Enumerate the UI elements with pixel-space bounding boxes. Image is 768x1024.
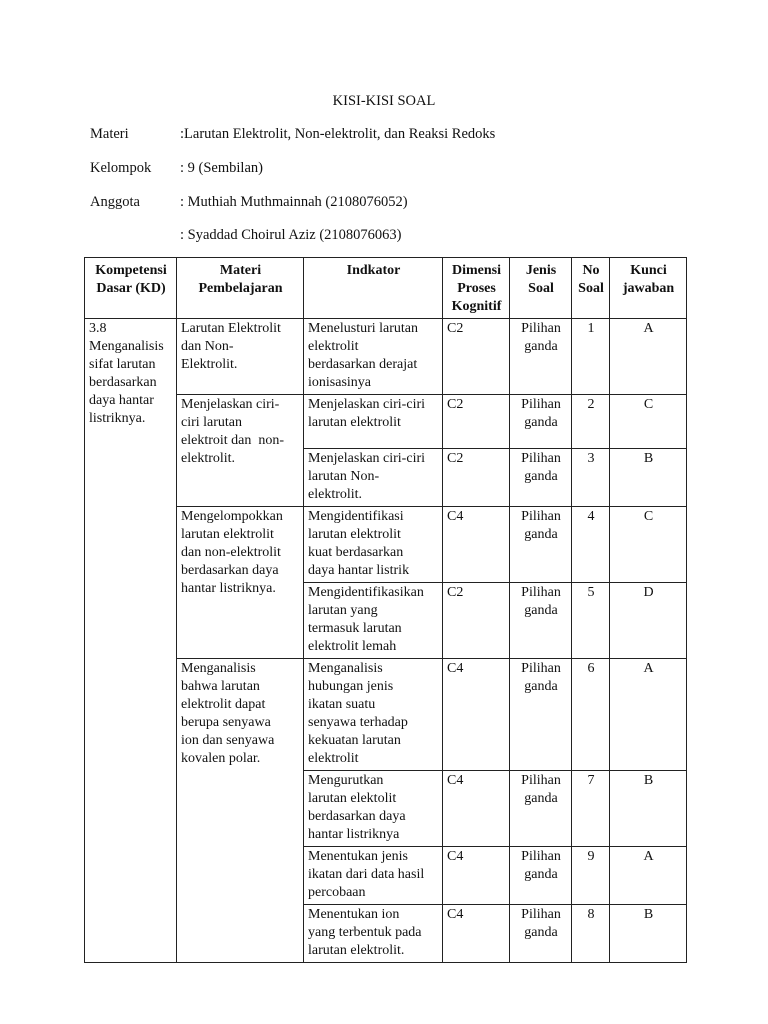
cell-text-line: Menentukan jenis bbox=[308, 849, 408, 864]
cell-text-line: ion dan senyawa bbox=[181, 733, 275, 748]
no-soal-cell: 4 bbox=[572, 507, 610, 583]
cell-text-line: Kunci bbox=[630, 263, 667, 278]
materi-cell bbox=[177, 395, 304, 507]
cell-text-line: larutan Non- bbox=[308, 469, 380, 484]
cell-text-line: Jenis bbox=[525, 263, 557, 278]
meta-value: : Muthiah Muthmainnah (2108076052) bbox=[180, 194, 408, 210]
meta-value: : Syaddad Choirul Aziz (2108076063) bbox=[180, 227, 402, 243]
cell-text-line: Pilihan bbox=[521, 907, 561, 922]
cell-text-line: percobaan bbox=[308, 885, 366, 900]
cell-text-line: Mengidentifikasi bbox=[308, 509, 404, 524]
cell-text-line: Menjelaskan ciri-ciri bbox=[308, 451, 426, 466]
dimensi-cell: C2 bbox=[443, 395, 510, 449]
kunci-jawaban-cell: C bbox=[610, 395, 687, 449]
cell-text-line: Pembelajaran bbox=[198, 281, 283, 296]
jenis-soal-cell bbox=[510, 771, 572, 847]
indikator-cell bbox=[304, 583, 443, 659]
cell-text-line: berdasarkan daya bbox=[181, 563, 279, 578]
kunci-jawaban-cell: C bbox=[610, 507, 687, 583]
cell-text-line: 3.8 bbox=[89, 321, 107, 336]
no-soal-cell: 2 bbox=[572, 395, 610, 449]
cell-text-line: ikatan dari data hasil bbox=[308, 867, 425, 882]
header-indikator bbox=[304, 258, 443, 319]
cell-text-line: Mengidentifikasikan bbox=[308, 585, 424, 600]
cell-text-line: Proses bbox=[457, 281, 496, 296]
materi-cell bbox=[177, 319, 304, 395]
cell-text-line: kuat berdasarkan bbox=[308, 545, 404, 560]
dimensi-cell: C4 bbox=[443, 847, 510, 905]
jenis-soal-cell bbox=[510, 847, 572, 905]
cell-text-line: larutan elektrolit. bbox=[308, 943, 405, 958]
no-soal-cell: 3 bbox=[572, 449, 610, 507]
cell-text-line: Menganalisis bbox=[181, 661, 256, 676]
dimensi-cell: C4 bbox=[443, 659, 510, 771]
cell-text-line: dan non-elektrolit bbox=[181, 545, 281, 560]
indikator-cell bbox=[304, 449, 443, 507]
cell-text-line: berdasarkan bbox=[89, 375, 157, 390]
cell-text-line: termasuk larutan bbox=[308, 621, 402, 636]
cell-text-line: Mengelompokkan bbox=[181, 509, 283, 524]
cell-text-line: Pilihan bbox=[521, 321, 561, 336]
cell-text-line: elektrolit bbox=[308, 339, 359, 354]
cell-text-line: elektroit dan non- bbox=[181, 433, 285, 448]
dimensi-cell: C2 bbox=[443, 319, 510, 395]
indikator-cell bbox=[304, 395, 443, 449]
cell-text-line: Pilihan bbox=[521, 585, 561, 600]
cell-text-line: jawaban bbox=[622, 281, 675, 296]
cell-text-line: Menganalisis bbox=[89, 339, 164, 354]
kisi-kisi-table bbox=[84, 257, 687, 963]
cell-text-line: Pilihan bbox=[521, 397, 561, 412]
cell-text-line: larutan elektrolit bbox=[308, 527, 401, 542]
meta-key: Kelompok bbox=[90, 160, 152, 176]
header-no bbox=[572, 258, 610, 319]
cell-text-line: Menganalisis bbox=[308, 661, 383, 676]
cell-text-line: Pilihan bbox=[521, 661, 561, 676]
cell-text-line: ganda bbox=[524, 791, 558, 806]
header-row bbox=[85, 258, 687, 319]
meta-key: Anggota bbox=[90, 194, 140, 210]
cell-text-line: Pilihan bbox=[521, 509, 561, 524]
cell-text-line: elektrolit lemah bbox=[308, 639, 397, 654]
cell-text-line: dan Non- bbox=[181, 339, 234, 354]
no-soal-cell: 5 bbox=[572, 583, 610, 659]
kd-cell bbox=[85, 319, 177, 963]
cell-text-line: ionisasinya bbox=[308, 375, 371, 390]
meta-value: :Larutan Elektrolit, Non-elektrolit, dan Reaksi Redoks bbox=[180, 126, 496, 142]
cell-text-line: listriknya. bbox=[89, 411, 146, 426]
materi-cell bbox=[177, 507, 304, 659]
cell-text-line: senyawa terhadap bbox=[308, 715, 408, 730]
indikator-cell bbox=[304, 507, 443, 583]
kunci-jawaban-cell: D bbox=[610, 583, 687, 659]
meta-key: Materi bbox=[90, 126, 129, 142]
indikator-cell bbox=[304, 847, 443, 905]
cell-text-line: larutan elektrolit bbox=[308, 415, 401, 430]
cell-text-line: Larutan Elektrolit bbox=[181, 321, 281, 336]
jenis-soal-cell bbox=[510, 449, 572, 507]
cell-text-line: yang terbentuk pada bbox=[308, 925, 422, 940]
header-dimensi bbox=[443, 258, 510, 319]
cell-text-line: Elektrolit. bbox=[181, 357, 238, 372]
document-title: KISI-KISI SOAL bbox=[332, 93, 436, 109]
cell-text-line: Kognitif bbox=[451, 299, 502, 314]
no-soal-cell: 9 bbox=[572, 847, 610, 905]
kunci-jawaban-cell: B bbox=[610, 771, 687, 847]
cell-text-line: daya hantar listrik bbox=[308, 563, 410, 578]
dimensi-cell: C2 bbox=[443, 583, 510, 659]
no-soal-cell: 6 bbox=[572, 659, 610, 771]
cell-text-line: hubungan jenis bbox=[308, 679, 394, 694]
cell-text-line: Indkator bbox=[346, 263, 401, 278]
cell-text-line: No bbox=[582, 263, 600, 278]
cell-text-line: ganda bbox=[524, 925, 558, 940]
cell-text-line: larutan elektrolit bbox=[181, 527, 274, 542]
cell-text-line: kekuatan larutan bbox=[308, 733, 401, 748]
table-row bbox=[85, 319, 687, 395]
no-soal-cell: 8 bbox=[572, 905, 610, 963]
cell-text-line: hantar listriknya bbox=[308, 827, 400, 842]
indikator-cell bbox=[304, 905, 443, 963]
header-kunci bbox=[610, 258, 687, 319]
cell-text-line: sifat larutan bbox=[89, 357, 156, 372]
cell-text-line: Pilihan bbox=[521, 451, 561, 466]
cell-text-line: ganda bbox=[524, 339, 558, 354]
cell-text-line: Pilihan bbox=[521, 849, 561, 864]
cell-text-line: daya hantar bbox=[89, 393, 154, 408]
cell-text-line: Pilihan bbox=[521, 773, 561, 788]
cell-text-line: ganda bbox=[524, 469, 558, 484]
cell-text-line: Materi bbox=[219, 263, 262, 278]
header-kd bbox=[85, 258, 177, 319]
cell-text-line: Kompetensi bbox=[95, 263, 167, 278]
cell-text-line: ikatan suatu bbox=[308, 697, 376, 712]
kunci-jawaban-cell: A bbox=[610, 319, 687, 395]
header-jenis bbox=[510, 258, 572, 319]
cell-text-line: larutan yang bbox=[308, 603, 378, 618]
cell-text-line: Dimensi bbox=[452, 263, 501, 278]
cell-text-line: bahwa larutan bbox=[181, 679, 260, 694]
kunci-jawaban-cell: B bbox=[610, 905, 687, 963]
cell-text-line: elektrolit. bbox=[308, 487, 363, 502]
cell-text-line: elektrolit. bbox=[181, 451, 236, 466]
cell-text-line: Soal bbox=[578, 281, 604, 296]
cell-text-line: ganda bbox=[524, 415, 558, 430]
cell-text-line: hantar listriknya. bbox=[181, 581, 276, 596]
jenis-soal-cell bbox=[510, 395, 572, 449]
cell-text-line: Menelusturi larutan bbox=[308, 321, 419, 336]
cell-text-line: ganda bbox=[524, 603, 558, 618]
indikator-cell bbox=[304, 771, 443, 847]
cell-text-line: berdasarkan daya bbox=[308, 809, 406, 824]
cell-text-line: ganda bbox=[524, 679, 558, 694]
cell-text-line: Dasar (KD) bbox=[96, 281, 166, 296]
cell-text-line: Soal bbox=[528, 281, 554, 296]
cell-text-line: kovalen polar. bbox=[181, 751, 261, 766]
jenis-soal-cell bbox=[510, 507, 572, 583]
cell-text-line: elektrolit dapat bbox=[181, 697, 266, 712]
cell-text-line: ciri larutan bbox=[181, 415, 243, 430]
cell-text-line: ganda bbox=[524, 527, 558, 542]
jenis-soal-cell bbox=[510, 659, 572, 771]
kunci-jawaban-cell: A bbox=[610, 847, 687, 905]
dimensi-cell: C4 bbox=[443, 507, 510, 583]
kunci-jawaban-cell: A bbox=[610, 659, 687, 771]
jenis-soal-cell bbox=[510, 583, 572, 659]
dimensi-cell: C4 bbox=[443, 905, 510, 963]
cell-text-line: Menentukan ion bbox=[308, 907, 400, 922]
indikator-cell bbox=[304, 659, 443, 771]
cell-text-line: Menjelaskan ciri-ciri bbox=[308, 397, 426, 412]
cell-text-line: berupa senyawa bbox=[181, 715, 271, 730]
meta-value: : 9 (Sembilan) bbox=[180, 160, 263, 176]
header-materi bbox=[177, 258, 304, 319]
cell-text-line: ganda bbox=[524, 867, 558, 882]
cell-text-line: Menjelaskan ciri- bbox=[181, 397, 280, 412]
no-soal-cell: 1 bbox=[572, 319, 610, 395]
jenis-soal-cell bbox=[510, 319, 572, 395]
cell-text-line: Mengurutkan bbox=[308, 773, 384, 788]
cell-text-line: berdasarkan derajat bbox=[308, 357, 418, 372]
jenis-soal-cell bbox=[510, 905, 572, 963]
dimensi-cell: C2 bbox=[443, 449, 510, 507]
cell-text-line: elektrolit bbox=[308, 751, 359, 766]
no-soal-cell: 7 bbox=[572, 771, 610, 847]
dimensi-cell: C4 bbox=[443, 771, 510, 847]
indikator-cell bbox=[304, 319, 443, 395]
kunci-jawaban-cell: B bbox=[610, 449, 687, 507]
cell-text-line: larutan elektolit bbox=[308, 791, 397, 806]
materi-cell bbox=[177, 659, 304, 963]
